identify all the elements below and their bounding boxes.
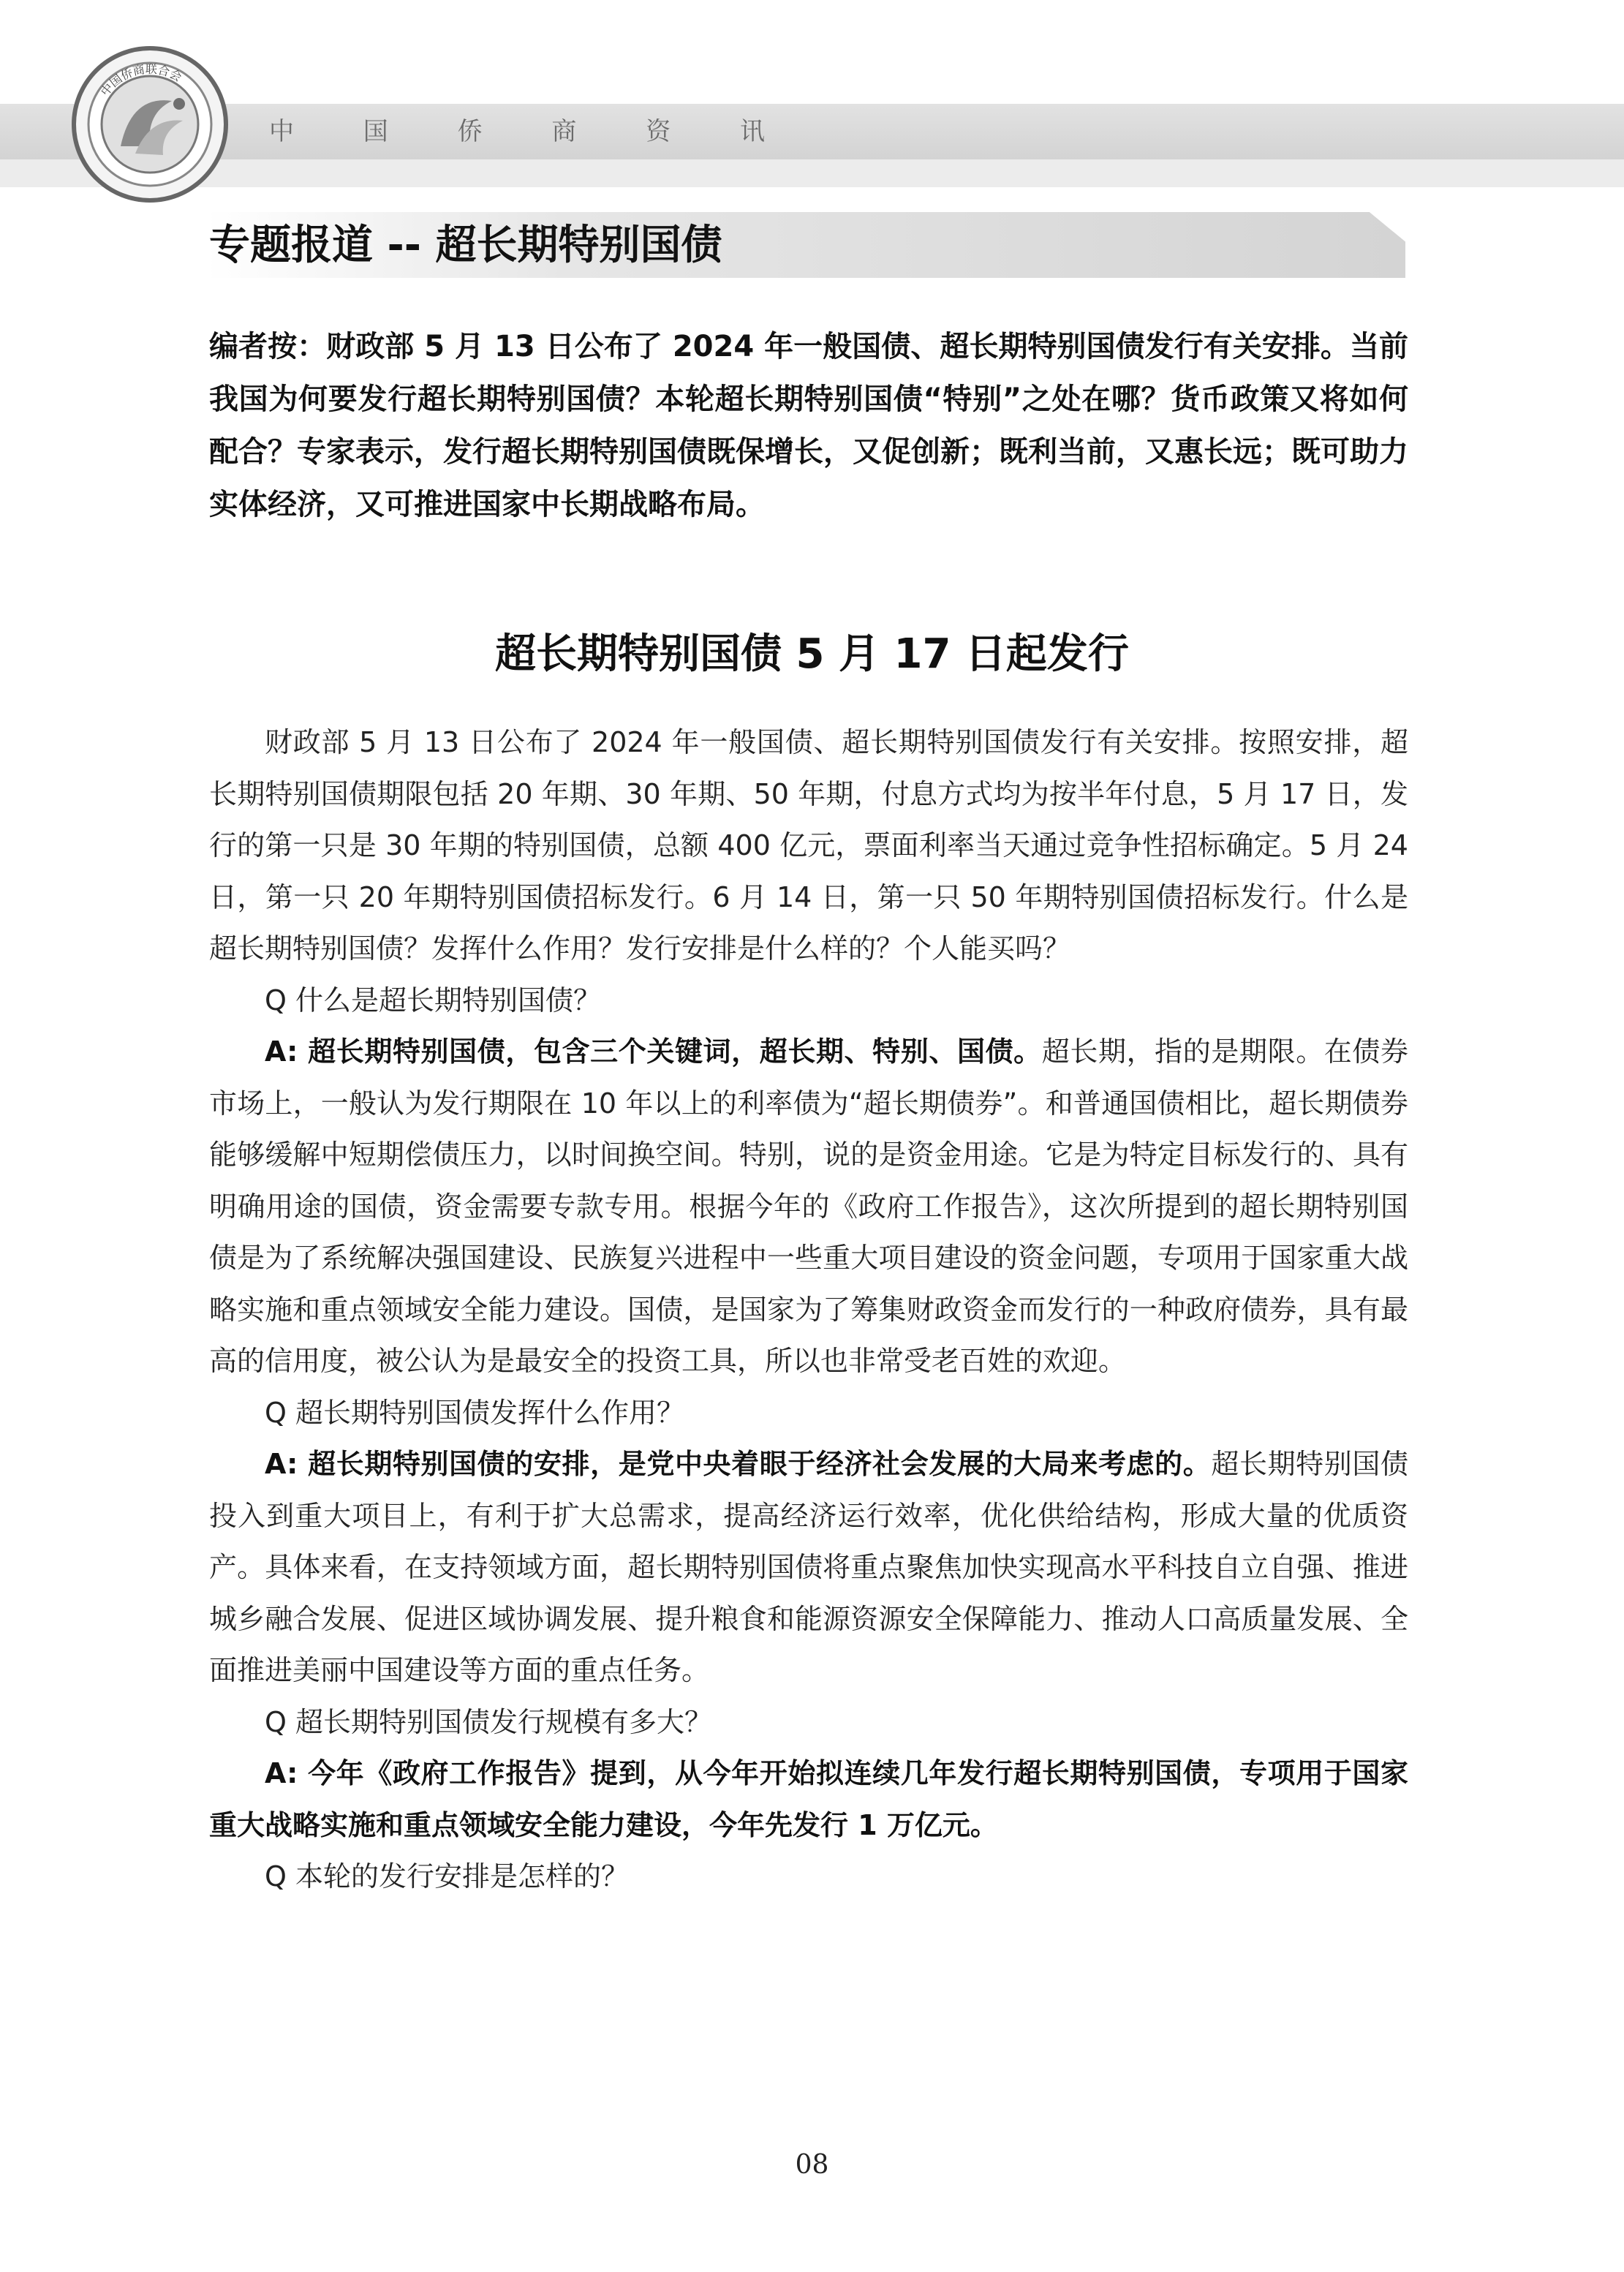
answer-2-lead: A: 超长期特别国债的安排，是党中央着眼于经济社会发展的大局来考虑的。 xyxy=(265,1448,1212,1480)
editor-note: 编者按：财政部 5 月 13 日公布了 2024 年一般国债、超长期特别国债发行有关安排。当前我国为何要发行超长期特别国债？本轮超长期特别国债“特别”之处在哪？货币政策又将如何配合？专家表示，发行超长期特别国债既保增长，又促创新；既利当前，又惠长远；既可助力实体经济，又可推进国家中长期战略布局。 xyxy=(209,330,1408,521)
question-2: Q 超长期特别国债发挥什么作用？ xyxy=(265,1396,684,1429)
page-number: 08 xyxy=(795,2150,829,2180)
question-4: Q 本轮的发行安排是怎样的？ xyxy=(265,1860,629,1892)
answer-1-body: 超长期，指的是期限。在债券市场上，一般认为发行期限在 10 年以上的利率债为“超长期债券”。和普通国债相比，超长期债券能够缓解中短期偿债压力，以时间换空间。特别，说的是资金用途。它是为特定目标发行的、具有明确用途的国债，资金需要专款专用。根据今年的《政府工作报告》，这次所提到的超长期特别国债是为了系统解决强国建设、民族复兴进程中一些重大项目建设的资金问题，专项用于国家重大战略实施和重点领域安全能力建设。国债，是国家为了筹集财政资金而发行的一种政府债券，具有最高的信用度，被公认为是最安全的投资工具，所以也非常受老百姓的欢迎。 xyxy=(209,1035,1408,1377)
article-intro: 财政部 5 月 13 日公布了 2024 年一般国债、超长期特别国债发行有关安排。按照安排，超长期特别国债期限包括 20 年期、30 年期、50 年期，付息方式均为按半年付息，5 月 17 日，发行的第一只是 30 年期的特别国债，总额 400 亿元，票面利率当天通过竞争性招标确定。5 月 24 日，第一只 20 年期特别国债招标发行。6 月 14 日，第一只 50 年期特别国债招标发行。什么是超长期特别国债？发挥什么作用？发行安排是什么样的？个人能买吗？ xyxy=(209,726,1408,965)
logo xyxy=(69,44,230,205)
answer-2-body: 超长期特别国债投入到重大项目上，有利于扩大总需求，提高经济运行效率，优化供给结构，形成大量的优质资产。具体来看，在支持领域方面，超长期特别国债将重点聚焦加快实现高水平科技自立自强、推进城乡融合发展、促进区域协调发展、提升粮食和能源资源安全保障能力、推动人口高质量发展、全面推进美丽中国建设等方面的重点任务。 xyxy=(209,1448,1408,1686)
answer-3 xyxy=(209,1748,1408,1851)
section-title: 专题报道 -- 超长期特别国债 xyxy=(209,222,722,269)
header-band-shadow xyxy=(0,159,1624,187)
logo-text: 中国侨商联合会 xyxy=(97,61,184,99)
answer-1-lead: A: 超长期特别国债，包含三个关键词，超长期、特别、国债。 xyxy=(265,1035,1042,1068)
article-body xyxy=(209,717,1408,1903)
answer-2 xyxy=(209,1438,1408,1697)
answer-3-lead: A: 今年《政府工作报告》提到，从今年开始拟连续几年发行超长期特别国债，专项用于国家重大战略实施和重点领域安全能力建设，今年先发行 1 万亿元。 xyxy=(209,1757,1408,1841)
article-title: 超长期特别国债 5 月 17 日起发行 xyxy=(495,630,1129,678)
question-3: Q 超长期特别国债发行规模有多大？ xyxy=(265,1705,712,1738)
magazine-name: 中 国 侨 商 资 讯 xyxy=(269,117,796,146)
header-band xyxy=(0,104,1624,159)
answer-1 xyxy=(209,1026,1408,1387)
question-1: Q 什么是超长期特别国债？ xyxy=(265,984,601,1016)
